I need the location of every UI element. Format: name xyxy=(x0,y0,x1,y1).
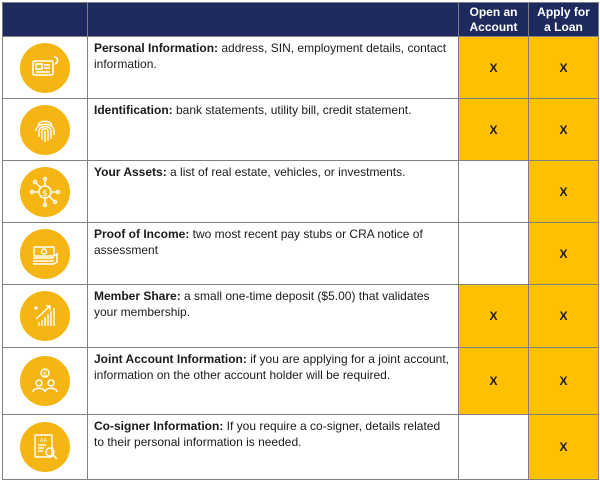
apply-loan-mark: X xyxy=(529,285,599,348)
fingerprint-icon xyxy=(20,105,70,155)
table-row xyxy=(3,99,599,161)
apply-loan-mark: X xyxy=(529,348,599,415)
cosigner-document-icon xyxy=(20,422,70,472)
apply-loan-mark: X xyxy=(529,415,599,480)
requirement-description: Personal Information: address, SIN, employment details, contact information. xyxy=(88,37,459,99)
header-open-account: Open an Account xyxy=(459,3,529,37)
id-card-icon xyxy=(20,43,70,93)
open-account-mark: X xyxy=(459,285,529,348)
icon-cell xyxy=(3,161,88,223)
dollar-network-icon xyxy=(20,167,70,217)
requirement-description: Identification: bank statements, utility bill, credit statement. xyxy=(88,99,459,161)
icon-cell xyxy=(3,99,88,161)
svg-text:AA: AA xyxy=(40,438,47,444)
table-row xyxy=(3,223,599,285)
open-account-mark: X xyxy=(459,99,529,161)
table-row xyxy=(3,415,599,480)
cash-stack-icon xyxy=(20,229,70,279)
icon-cell xyxy=(3,285,88,348)
open-account-mark xyxy=(459,161,529,223)
header-apply-loan: Apply for a Loan xyxy=(529,3,599,37)
requirements-table xyxy=(2,2,599,480)
apply-loan-mark: X xyxy=(529,161,599,223)
requirement-description: Proof of Income: two most recent pay stubs or CRA notice of assessment xyxy=(88,223,459,285)
table-row xyxy=(3,348,599,415)
svg-text:$: $ xyxy=(42,370,48,378)
requirement-description: Member Share: a small one-time deposit ($5.00) that validates your membership. xyxy=(88,285,459,348)
svg-text:$: $ xyxy=(42,188,48,199)
open-account-mark xyxy=(459,415,529,480)
table-row xyxy=(3,37,599,99)
open-account-mark: X xyxy=(459,348,529,415)
growth-chart-icon xyxy=(20,291,70,341)
joint-account-icon xyxy=(20,356,70,406)
requirement-description: Joint Account Information: if you are applying for a joint account, information on the other account holder will be required. xyxy=(88,348,459,415)
apply-loan-mark: X xyxy=(529,99,599,161)
requirement-description: Your Assets: a list of real estate, vehicles, or investments. xyxy=(88,161,459,223)
apply-loan-mark: X xyxy=(529,223,599,285)
table-row xyxy=(3,161,599,223)
header-blank-cell xyxy=(3,3,88,37)
header-row xyxy=(3,3,599,37)
open-account-mark xyxy=(459,223,529,285)
icon-cell xyxy=(3,415,88,480)
header-blank-cell xyxy=(88,3,459,37)
icon-cell xyxy=(3,348,88,415)
icon-cell xyxy=(3,223,88,285)
table-row xyxy=(3,285,599,348)
icon-cell xyxy=(3,37,88,99)
apply-loan-mark: X xyxy=(529,37,599,99)
requirement-description: Co-signer Information: If you require a co-signer, details related to their personal information is needed. xyxy=(88,415,459,480)
open-account-mark: X xyxy=(459,37,529,99)
